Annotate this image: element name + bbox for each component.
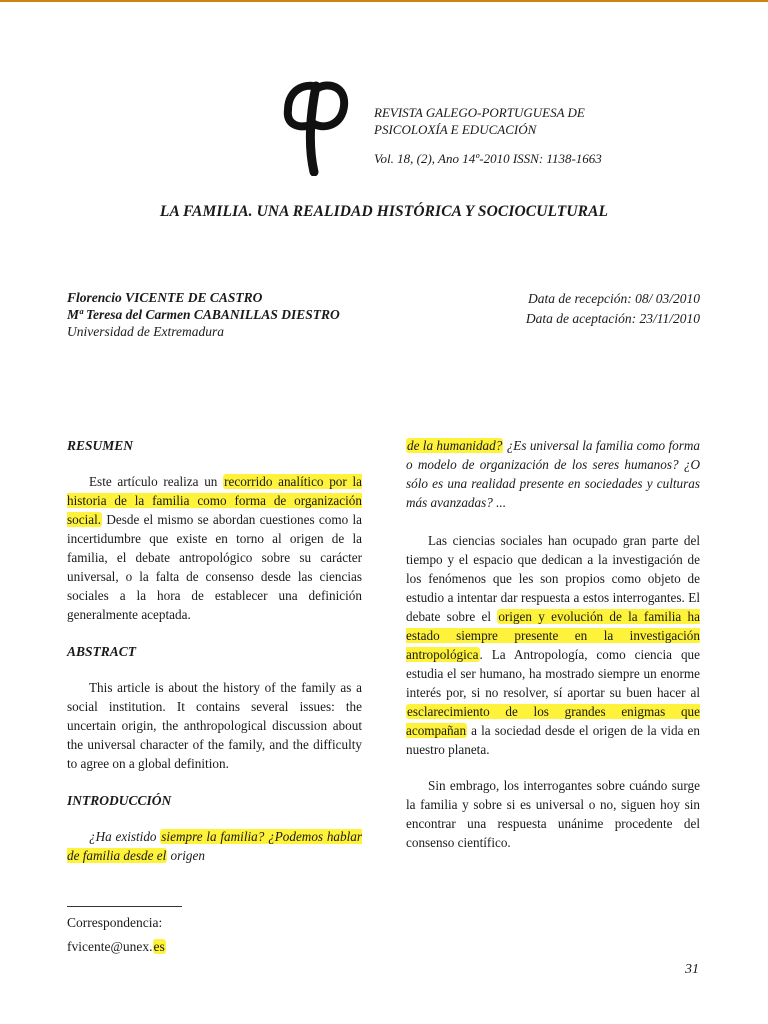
journal-name-line1: REVISTA GALEGO-PORTUGUESA DE — [374, 105, 585, 120]
highlight: recorrido analítico por la historia de la familia como forma de organización social. — [67, 474, 363, 527]
journal-name-line2: PSICOLOXÍA E EDUCACIÓN — [374, 122, 537, 137]
footnote — [67, 911, 166, 959]
footnote-email: fvicente@unex.es — [67, 939, 165, 954]
abstract-heading: ABSTRACT — [67, 644, 137, 659]
intro-paragraph: ¿Ha existido siempre la familia? ¿Podemos hablar de familia desde el origen — [67, 829, 363, 863]
authors-block — [67, 289, 340, 340]
affiliation: Universidad de Extremadura — [67, 324, 224, 339]
highlight: de la humanidad? — [407, 438, 503, 453]
resumen-heading: RESUMEN — [67, 438, 134, 453]
page-number: 31 — [685, 962, 699, 977]
highlight: es — [153, 939, 165, 954]
journal-header — [374, 104, 602, 167]
resumen-paragraph: Este artículo realiza un recorrido analítico por la historia de la familia como forma de organización social. Desde el mismo se abordan cuestiones como la incertidumbre que existe en torno al origen de la familia, el debate antropológico sobre su carácter universal, o la falta de consenso desde las ciencias sociales a la hora de establecer una definición generalmente aceptada. — [67, 474, 363, 622]
body-paragraph-2: Las ciencias sociales han ocupado gran parte del tiempo y el espacio que dedican a la investigación de los fenómenos que les son propios como objeto de estudio a intentar dar respuesta a estos interrogantes. El debate sobre el origen y evolución de la familia ha estado siempre presente en la investigación antropológica. La Antropología, como ciencia que estudia el ser humano, ha mostrado siempre un enorme interés por, si no resolver, sí aportar su buen hacer al esclarecimiento de los grandes enigmas que acompañan a la sociedad desde el origen de la vida en nuestro planeta. — [406, 533, 700, 757]
abstract-paragraph: This article is about the history of the family as a social institution. It contains several issues: the uncertain origin, the anthropological discussion about the universal character of the family, and the difficulty to agree on a global definition. — [67, 680, 362, 771]
body-paragraph-3: Sin embrago, los interrogantes sobre cuándo surge la familia y sobre si es universal o no, siguen hoy sin encontrar una respuesta unánime procedente del consenso científico. — [406, 778, 700, 850]
right-column — [406, 436, 700, 867]
intro-paragraph-continued: de la humanidad? ¿Es universal la familia como forma o modelo de organización de los seres humanos? ¿O sólo es una realidad presente en sociedades y culturas más avanzadas? ... — [406, 438, 700, 510]
highlight: siempre la familia? ¿Podemos hablar de familia desde el — [67, 829, 363, 863]
journal-volume: Vol. 18, (2), Ano 14º-2010 ISSN: 1138-1663 — [374, 151, 602, 166]
dates-block — [526, 289, 700, 329]
author-1: Florencio VICENTE DE CASTRO — [67, 290, 263, 305]
highlight: origen y evolución de la familia ha estado siempre presente en la investigación antropológica — [406, 609, 700, 662]
left-column — [67, 436, 362, 880]
highlight: esclarecimiento de los grandes enigmas que acompañan — [406, 704, 700, 738]
article-title: LA FAMILIA. UNA REALIDAD HISTÓRICA Y SOCIOCULTURAL — [159, 203, 609, 220]
footnote-rule — [67, 906, 182, 907]
introduccion-heading: INTRODUCCIÓN — [67, 793, 172, 808]
top-rule — [0, 0, 768, 2]
author-2: Mª Teresa del Carmen CABANILLAS DIESTRO — [67, 307, 340, 322]
date-received: Data de recepción: 08/ 03/2010 — [528, 291, 700, 306]
footnote-label: Correspondencia: — [67, 915, 163, 930]
journal-logo-phi-icon — [280, 76, 352, 176]
date-accepted: Data de aceptación: 23/11/2010 — [525, 311, 700, 326]
